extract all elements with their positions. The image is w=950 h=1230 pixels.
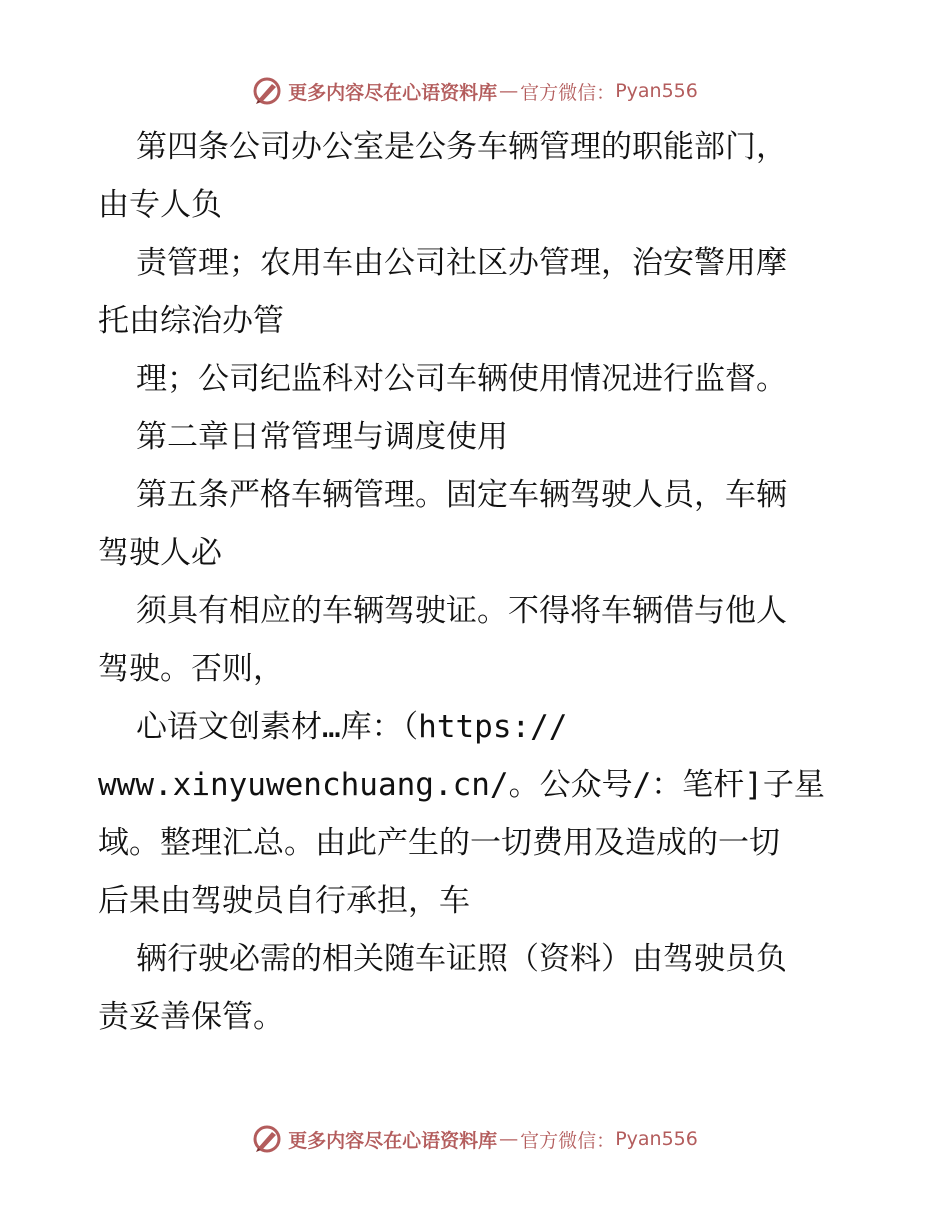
chapter-heading: 第二章日常管理与调度使用 <box>136 419 508 455</box>
url-line: www.xinyuwenchuang.cn/。公众号/：笔杆]子星 <box>98 767 825 803</box>
text-line: 第五条严格车辆管理。固定车辆驾驶人员，车辆 <box>136 477 787 513</box>
footer-banner <box>0 1120 950 1158</box>
text-line: 须具有相应的车辆驾驶证。不得将车辆借与他人 <box>136 593 787 629</box>
pen-logo-icon <box>252 1124 282 1154</box>
text-line: 托由综治办管 <box>98 303 284 339</box>
text-line: 驾驶人必 <box>98 535 222 571</box>
banner-wechat-label: 官方微信： <box>520 1129 616 1152</box>
banner-dash: — <box>499 80 519 102</box>
banner-text: 更多内容尽在心语资料库 <box>288 81 498 104</box>
text-line: 由专人负 <box>98 187 222 223</box>
text-line: 理；公司纪监科对公司车辆使用情况进行监督。 <box>136 361 787 397</box>
text-line: 后果由驾驶员自行承担，车 <box>98 883 470 919</box>
banner-wechat-id: Pyan556 <box>615 80 698 102</box>
text-line: 第四条公司办公室是公务车辆管理的职能部门， <box>136 129 787 165</box>
pen-logo-icon <box>252 76 282 106</box>
banner-wechat-id: Pyan556 <box>615 1128 698 1150</box>
text-line: 心语文创素材…库：（https:// <box>136 709 568 745</box>
text-line: 驾驶。否则， <box>98 651 284 687</box>
banner-text: 更多内容尽在心语资料库 <box>288 1129 498 1152</box>
text-line: 辆行驶必需的相关随车证照（资料）由驾驶员负 <box>136 941 787 977</box>
text-line: 域。整理汇总。由此产生的一切费用及造成的一切 <box>98 825 780 861</box>
banner-dash: — <box>499 1128 519 1150</box>
text-line: 责管理；农用车由公司社区办管理，治安警用摩 <box>136 245 787 281</box>
banner-wechat-label: 官方微信： <box>520 81 616 104</box>
header-banner <box>0 72 950 110</box>
document-body <box>98 118 858 1046</box>
text-line: 责妥善保管。 <box>98 999 284 1035</box>
